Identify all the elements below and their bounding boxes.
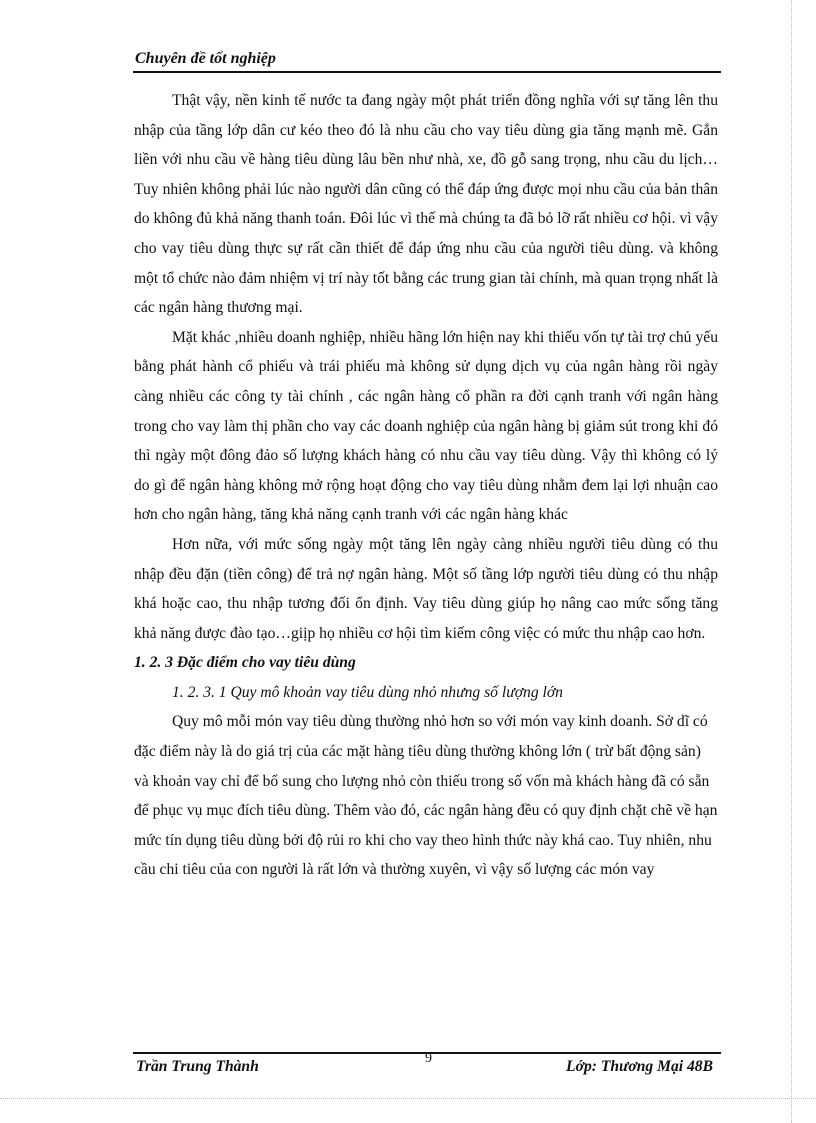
section-subheading: 1. 2. 3. 1 Quy mô khoản vay tiêu dùng nhỏ nhưng số lượng lớn [172,683,563,701]
paragraph-4: Quy mô mỗi món vay tiêu dùng thường nhỏ hơn so với món vay kinh doanh. Sở dĩ có đặc điểm này là do giá trị của các mặt hàng tiêu dùng thường không lớn ( trừ bất động sản) và khoản vay chỉ để bổ sung cho lượng nhỏ còn thiếu trong số vốn mà khách hàng đã có sẵn để phục vụ mục đích tiêu dùng. Thêm vào đó, các ngân hàng đều có quy định chặt chẽ về hạn mức tín dụng tiêu dùng bởi độ rủi ro khi cho vay theo hình thức này khá cao. Tuy nhiên, nhu cầu chi tiêu của con người là rất lớn và thường xuyên, vì vậy số lượng các món vay [134,713,718,879]
footer-author: Trần Trung Thành [136,1058,259,1075]
page-header [133,47,721,73]
page-footer [133,1052,721,1084]
paragraph-1: Thật vậy, nền kinh tế nước ta đang ngày một phát triển đồng nghĩa với sự tăng lên thu nhập của tầng lớp dân cư kéo theo đó là nhu cầu cho vay tiêu dùng gia tăng mạnh mẽ. Gắn liền với nhu cầu về hàng tiêu dùng lâu bền như nhà, xe, đồ gỗ sang trọng, nhu cầu du lịch…Tuy nhiên không phải lúc nào người dân cũng có thể đáp ứng được mọi nhu cầu của bản thân do không đủ khả năng thanh toán. Đôi lúc vì thế mà chúng ta đã bỏ lỡ rất nhiều cơ hội. vì vậy cho vay tiêu dùng thực sự rất cần thiết để đáp ứng nhu cầu của người tiêu dùng. và không một tổ chức nào đảm nhiệm vị trí này tốt bằng các trung gian tài chính, mà quan trọng nhất là các ngân hàng thương mại. [134,92,718,317]
page-number: 9 [425,1051,432,1066]
page-margin-guide-horizontal [0,1098,816,1099]
page-margin-guide-vertical [791,0,792,1123]
section-heading: 1. 2. 3 Đặc điểm cho vay tiêu dùng [134,654,356,672]
footer-class: Lớp: Thương Mại 48B [566,1058,713,1075]
paragraph-3: Hơn nữa, với mức sống ngày một tăng lên ngày càng nhiều người tiêu dùng có thu nhập đều đặn (tiền công) để trả nợ ngân hàng. Một số tầng lớp người tiêu dùng có thu nhập khá hoặc cao, thu nhập tương đối ổn định. Vay tiêu dùng giúp họ nâng cao mức sống tăng khả năng được đào tạo…giịp họ nhiều cơ hội tìm kiếm công việc có mức thu nhập cao hơn. [134,535,718,642]
header-title: Chuyên đề tốt nghiệp [135,50,276,67]
paragraph-2: Mặt khác ,nhiều doanh nghiệp, nhiều hãng lớn hiện nay khi thiếu vốn tự tài trợ chủ yếu bằng phát hành cổ phiếu và trái phiếu mà không sử dụng dịch vụ của ngân hàng rồi ngày càng nhiều các công ty tài chính , các ngân hàng cổ phần ra đời cạnh tranh với ngân hàng trong cho vay làm thị phần cho vay các doanh nghiệp của ngân hàng bị giảm sút trong khi đó thì ngày một đông đảo số lượng khách hàng có nhu cầu vay tiêu dùng. Vậy thì không có lý do gì để ngân hàng không mở rộng hoạt động cho vay tiêu dùng nhằm đem lại lợi nhuận cao hơn cho ngân hàng, tăng khả năng cạnh tranh với các ngân hàng khác [134,328,718,524]
document-body [134,86,718,885]
